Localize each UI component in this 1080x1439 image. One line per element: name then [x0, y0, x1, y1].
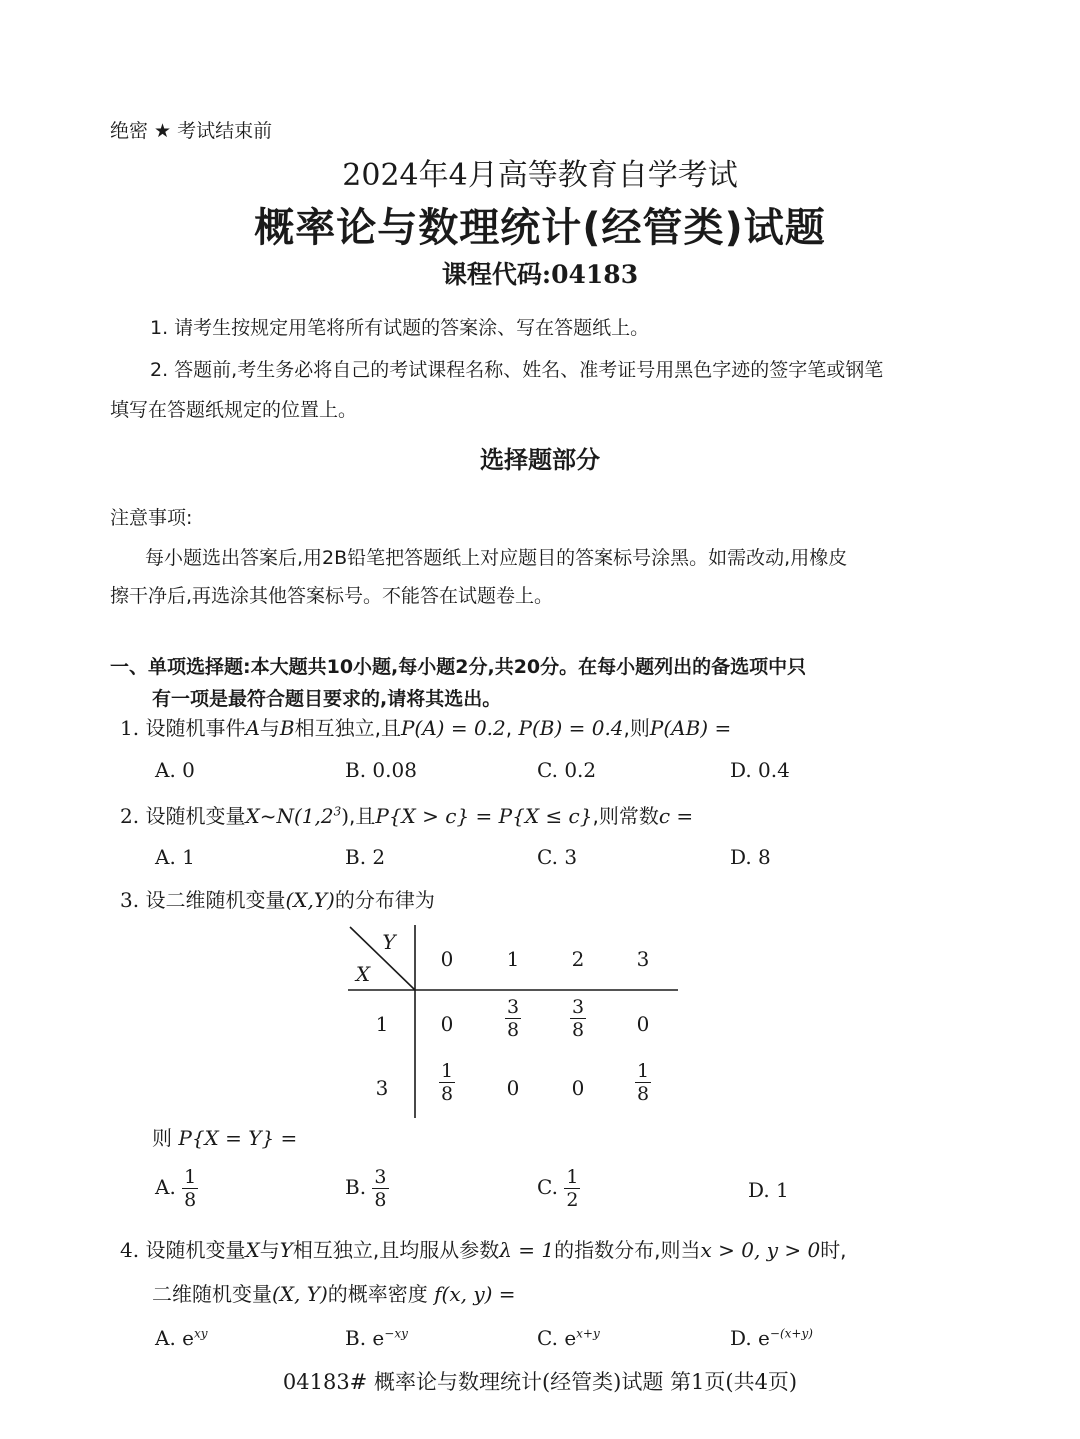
question-1: 1. 设随机事件A与B相互独立,且P(A) = 0.2, P(B) = 0.4,则P(AB) = [120, 716, 732, 740]
page-footer: 04183# 概率论与数理统计(经管类)试题 第1页(共4页) [282, 1370, 798, 1394]
cell-3-1: 0 [506, 1076, 520, 1100]
question-3: 3. 设二维随机变量(X,Y)的分布律为 [120, 888, 435, 912]
col-header-2: 2 [571, 947, 585, 971]
col-header-0: 0 [440, 947, 454, 971]
row-header-3: 3 [375, 1076, 389, 1100]
distribution-table [340, 920, 685, 1120]
q4-option-d: D. $e^{-(x+y)}$ [730, 1326, 813, 1350]
exam-title: 2024年4月高等教育自学考试 [342, 158, 738, 193]
q4-option-c: C. $e^{x+y}$ [537, 1326, 600, 1350]
question-number: 1. [120, 716, 140, 740]
row-var-label: X [355, 962, 371, 986]
q3-followup: 则 P{X = Y} = [152, 1126, 298, 1150]
instruction-1: 1. 请考生按规定用笔将所有试题的答案涂、写在答题纸上。 [150, 317, 650, 339]
notice-line2: 擦干净后,再选涂其他答案标号。不能答在试题卷上。 [110, 585, 554, 607]
instruction-2-line1: 2. 答题前,考生务必将自己的考试课程名称、姓名、准考证号用黑色字迹的签字笔或钢笔 [150, 359, 884, 381]
confidential-label: 绝密 ★ 考试结束前 [110, 120, 273, 142]
question-4: 4. 设随机变量X与Y相互独立,且均服从参数λ = 1的指数分布,则当x > 0, y > 0时, [120, 1238, 847, 1262]
q3-option-c: C. $\frac{1}{2}$ [537, 1166, 579, 1211]
cell-1-2: $\frac{3}{8}$ [571, 996, 585, 1041]
col-var-label: Y [382, 930, 396, 954]
q2-option-b: B. 2 [345, 845, 386, 869]
question-number: 4. [120, 1238, 140, 1262]
cell-1-0: 0 [440, 1012, 454, 1036]
col-header-1: 1 [506, 947, 520, 971]
notice-label: 注意事项: [110, 507, 193, 529]
cell-1-1: $\frac{3}{8}$ [506, 996, 520, 1041]
q2-option-d: D. 8 [730, 845, 771, 869]
q2-option-c: C. 3 [537, 845, 578, 869]
section-title: 选择题部分 [480, 446, 600, 474]
instruction-2-line2: 填写在答题纸规定的位置上。 [110, 399, 358, 421]
q4-option-a: A. $e^{xy}$ [155, 1326, 208, 1350]
q1-option-a: A. 0 [155, 758, 195, 782]
row-header-1: 1 [375, 1012, 389, 1036]
q1-option-b: B. 0.08 [345, 758, 417, 782]
cell-1-3: 0 [636, 1012, 650, 1036]
q3-option-a: A. $\frac{1}{8}$ [155, 1166, 197, 1211]
question-2: 2. 设随机变量$X\sim N(1,2^3)$,且P{X > c} = P{X ≤ c},则常数c = [120, 804, 694, 828]
notice-line1: 每小题选出答案后,用2B铅笔把答题纸上对应题目的答案标号涂黑。如需改动,用橡皮 [145, 547, 848, 569]
col-header-3: 3 [636, 947, 650, 971]
q2-option-a: A. 1 [155, 845, 195, 869]
question-4-line2: 二维随机变量(X, Y)的概率密度 f(x, y) = [152, 1282, 516, 1306]
question-number: 3. [120, 888, 140, 912]
q1-option-c: C. 0.2 [537, 758, 597, 782]
q3-option-b: B. $\frac{3}{8}$ [345, 1166, 387, 1211]
part1-heading-line2: 有一项是最符合题目要求的,请将其选出。 [152, 688, 502, 710]
q4-option-b: B. $e^{-xy}$ [345, 1326, 408, 1350]
q3-option-d: D. 1 [748, 1178, 789, 1202]
cell-3-0: $\frac{1}{8}$ [440, 1060, 454, 1105]
cell-3-3: $\frac{1}{8}$ [636, 1060, 650, 1105]
subject-title: 概率论与数理统计(经管类)试题 [254, 205, 826, 251]
q1-option-d: D. 0.4 [730, 758, 790, 782]
part1-heading-line1: 一、单项选择题:本大题共10小题,每小题2分,共20分。在每小题列出的备选项中只 [110, 656, 807, 678]
course-code: 课程代码:04183 [441, 260, 639, 289]
question-number: 2. [120, 804, 140, 828]
cell-3-2: 0 [571, 1076, 585, 1100]
